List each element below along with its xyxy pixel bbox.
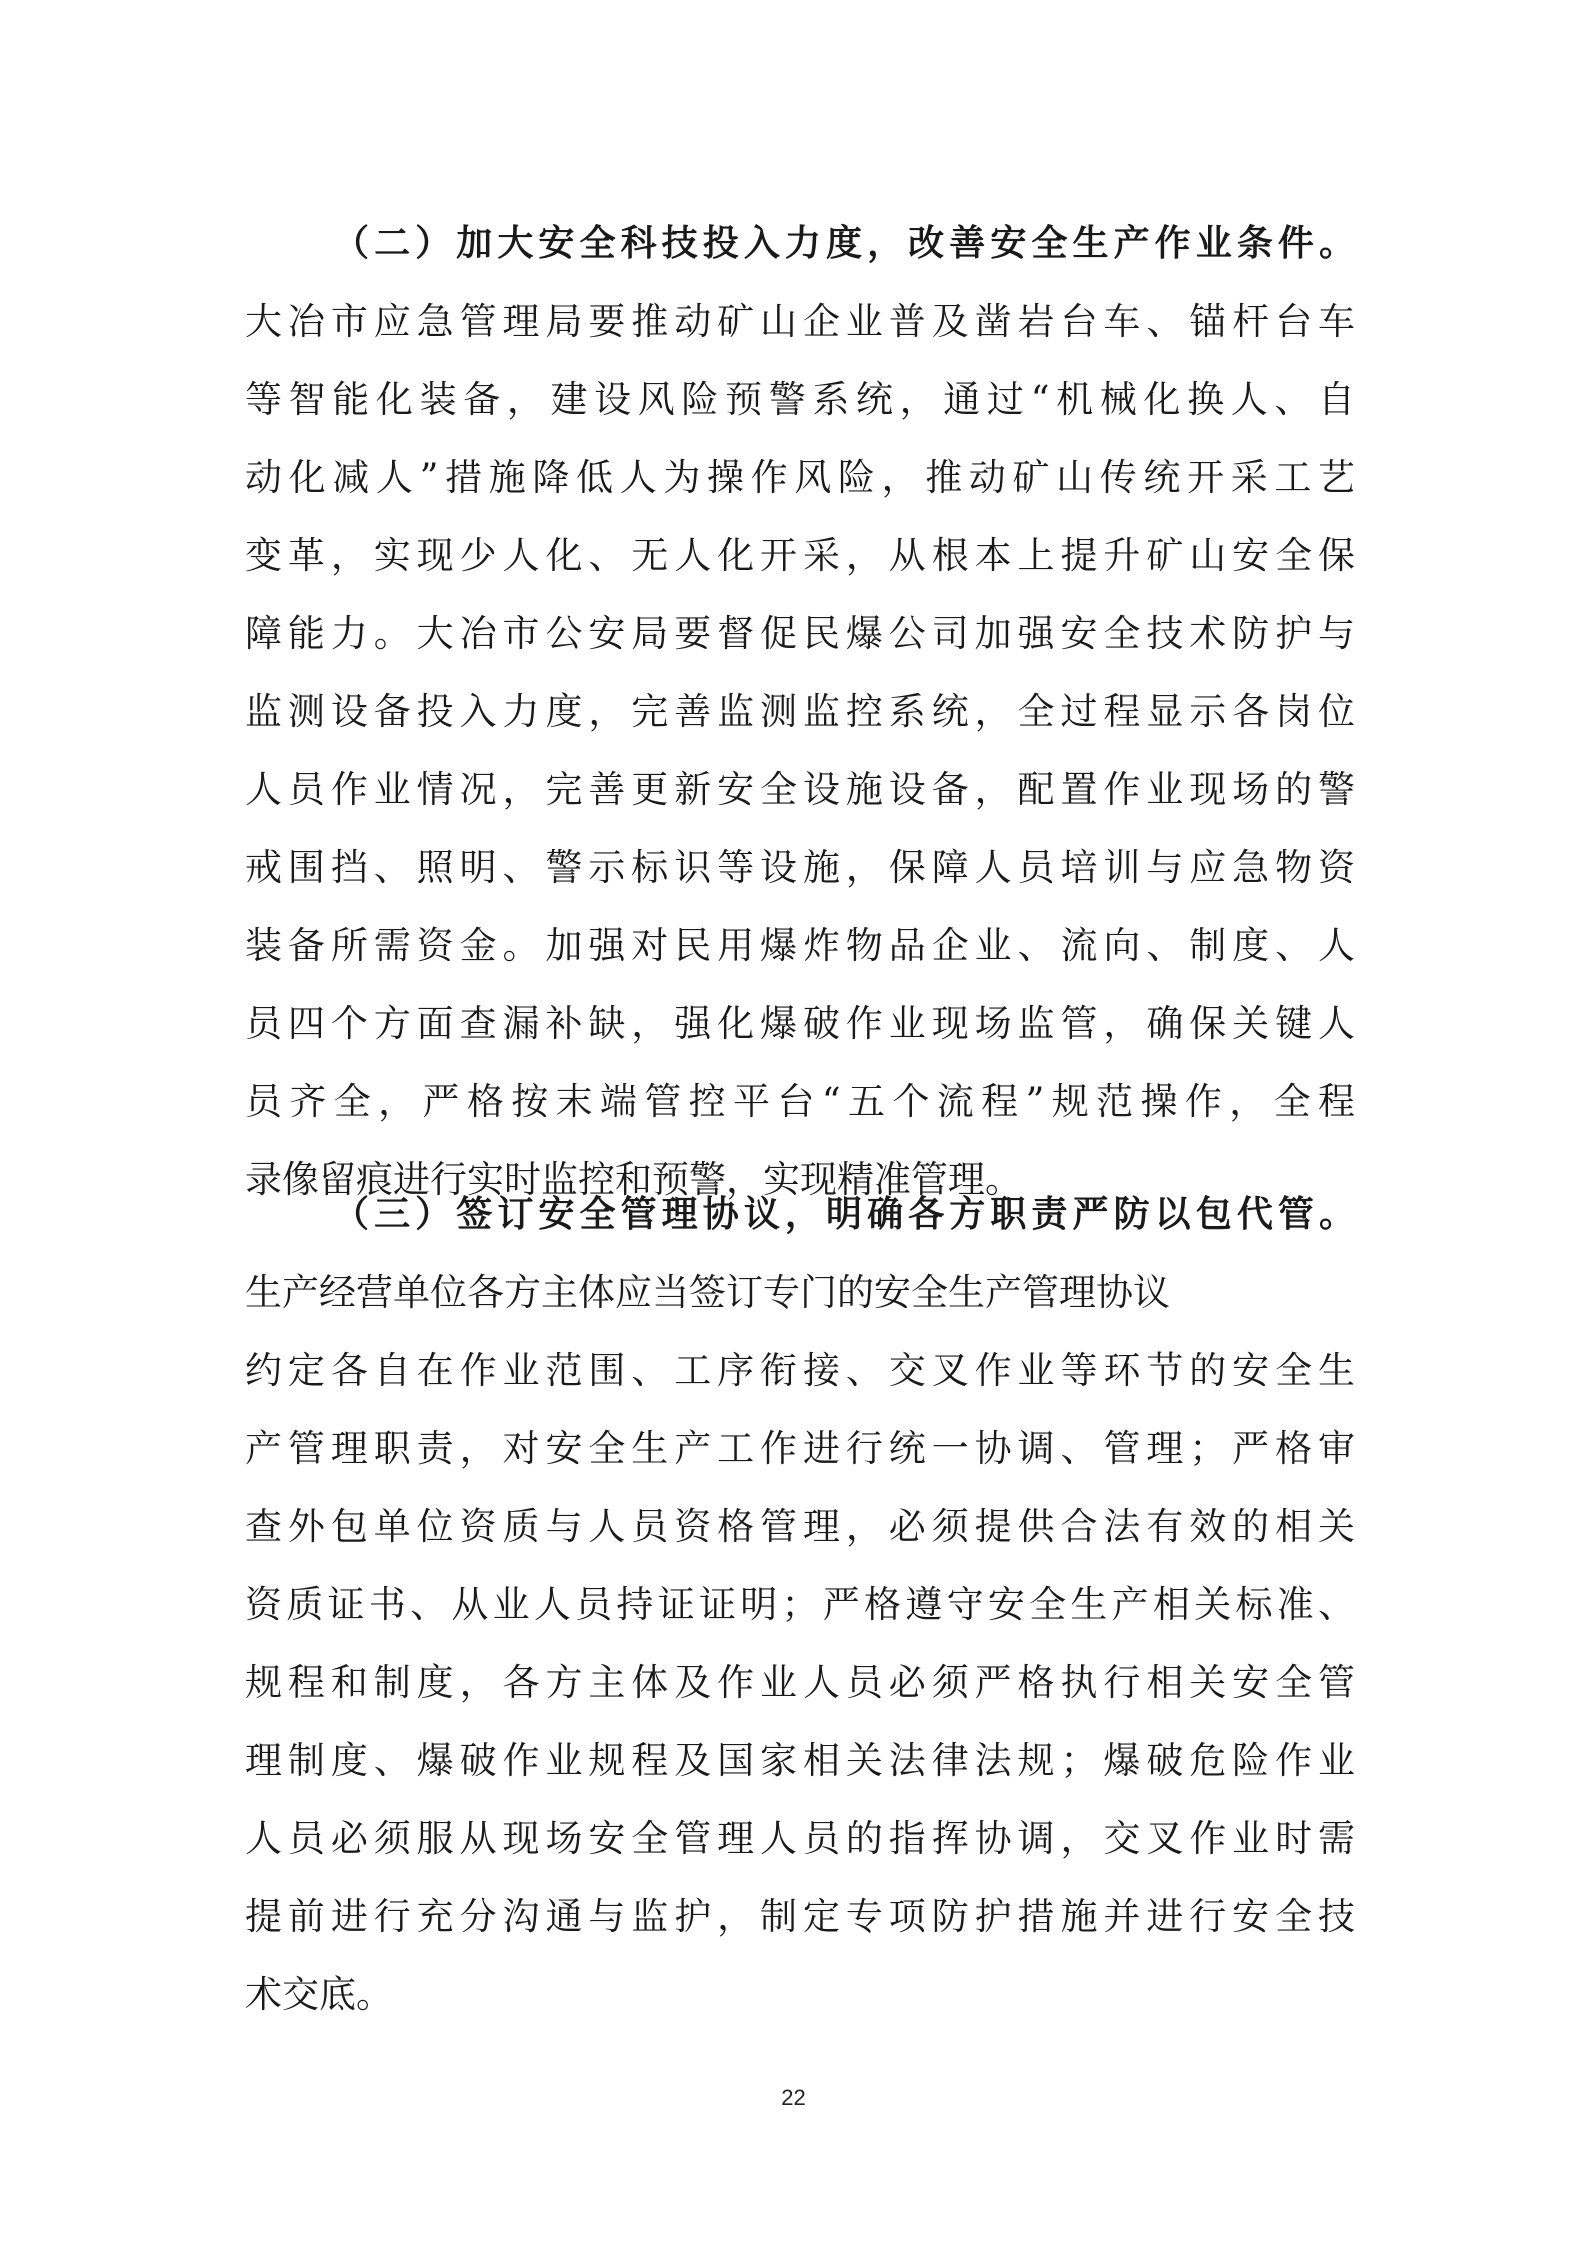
section-3-line: 人员必须服从现场安全管理人员的指挥协调，交叉作业时需 <box>245 1817 1355 1860</box>
section-3-line: 约定各自在作业范围、工序衔接、交叉作业等环节的安全生 <box>245 1349 1355 1392</box>
section-3-line: 产管理职责，对安全生产工作进行统一协调、管理；严格审 <box>245 1427 1355 1470</box>
section-3-line: 提前进行充分沟通与监护，制定专项防护措施并进行安全技 <box>245 1895 1355 1938</box>
section-2-line: 变革，实现少人化、无人化开采，从根本上提升矿山安全保 <box>245 534 1355 577</box>
section-2-line: 监测设备投入力度，完善监测监控系统，全过程显示各岗位 <box>245 690 1355 733</box>
section-2-line: 戒围挡、照明、警示标识等设施，保障人员培训与应急物资 <box>245 846 1355 889</box>
section-2 <box>245 205 1355 1219</box>
section-3-line: 理制度、爆破作业规程及国家相关法律法规；爆破危险作业 <box>245 1739 1355 1782</box>
section-2-line: 员齐全，严格按末端管控平台“五个流程”规范操作，全程 <box>245 1080 1355 1123</box>
section-3-line: 规程和制度，各方主体及作业人员必须严格执行相关安全管 <box>245 1661 1355 1704</box>
section-2-line: 动化减人”措施降低人为操作风险，推动矿山传统开采工艺 <box>245 456 1355 499</box>
section-3-line: 生产经营单位各方主体应当签订专门的安全生产管理协议 <box>245 1271 1170 1314</box>
section-3 <box>245 1176 1355 2034</box>
section-2-line: 录像留痕进行实时监控和预警，实现精准管理。 <box>245 1158 1022 1201</box>
section-2-line: 大冶市应急管理局要推动矿山企业普及凿岩台车、锚杆台车 <box>245 300 1355 343</box>
section-3-heading: （三）签订安全管理协议，明确各方职责严防以包代管。 <box>333 1194 1355 1235</box>
section-2-line: 等智能化装备，建设风险预警系统，通过“机械化换人、自 <box>245 378 1355 421</box>
page-number: 22 <box>781 2085 806 2110</box>
section-2-heading: （二）加大安全科技投入力度，改善安全生产作业条件。 <box>333 223 1355 264</box>
section-3-line: 术交底。 <box>245 1973 393 2016</box>
section-2-line: 障能力。大冶市公安局要督促民爆公司加强安全技术防护与 <box>245 612 1355 655</box>
section-2-line: 人员作业情况，完善更新安全设施设备，配置作业现场的警 <box>245 768 1355 811</box>
section-3-line: 查外包单位资质与人员资格管理，必须提供合法有效的相关 <box>245 1505 1355 1548</box>
section-2-line: 员四个方面查漏补缺，强化爆破作业现场监管，确保关键人 <box>245 1002 1355 1045</box>
section-2-line: 装备所需资金。加强对民用爆炸物品企业、流向、制度、人 <box>245 924 1355 967</box>
section-3-line: 资质证书、从业人员持证证明；严格遵守安全生产相关标准、 <box>245 1583 1355 1626</box>
